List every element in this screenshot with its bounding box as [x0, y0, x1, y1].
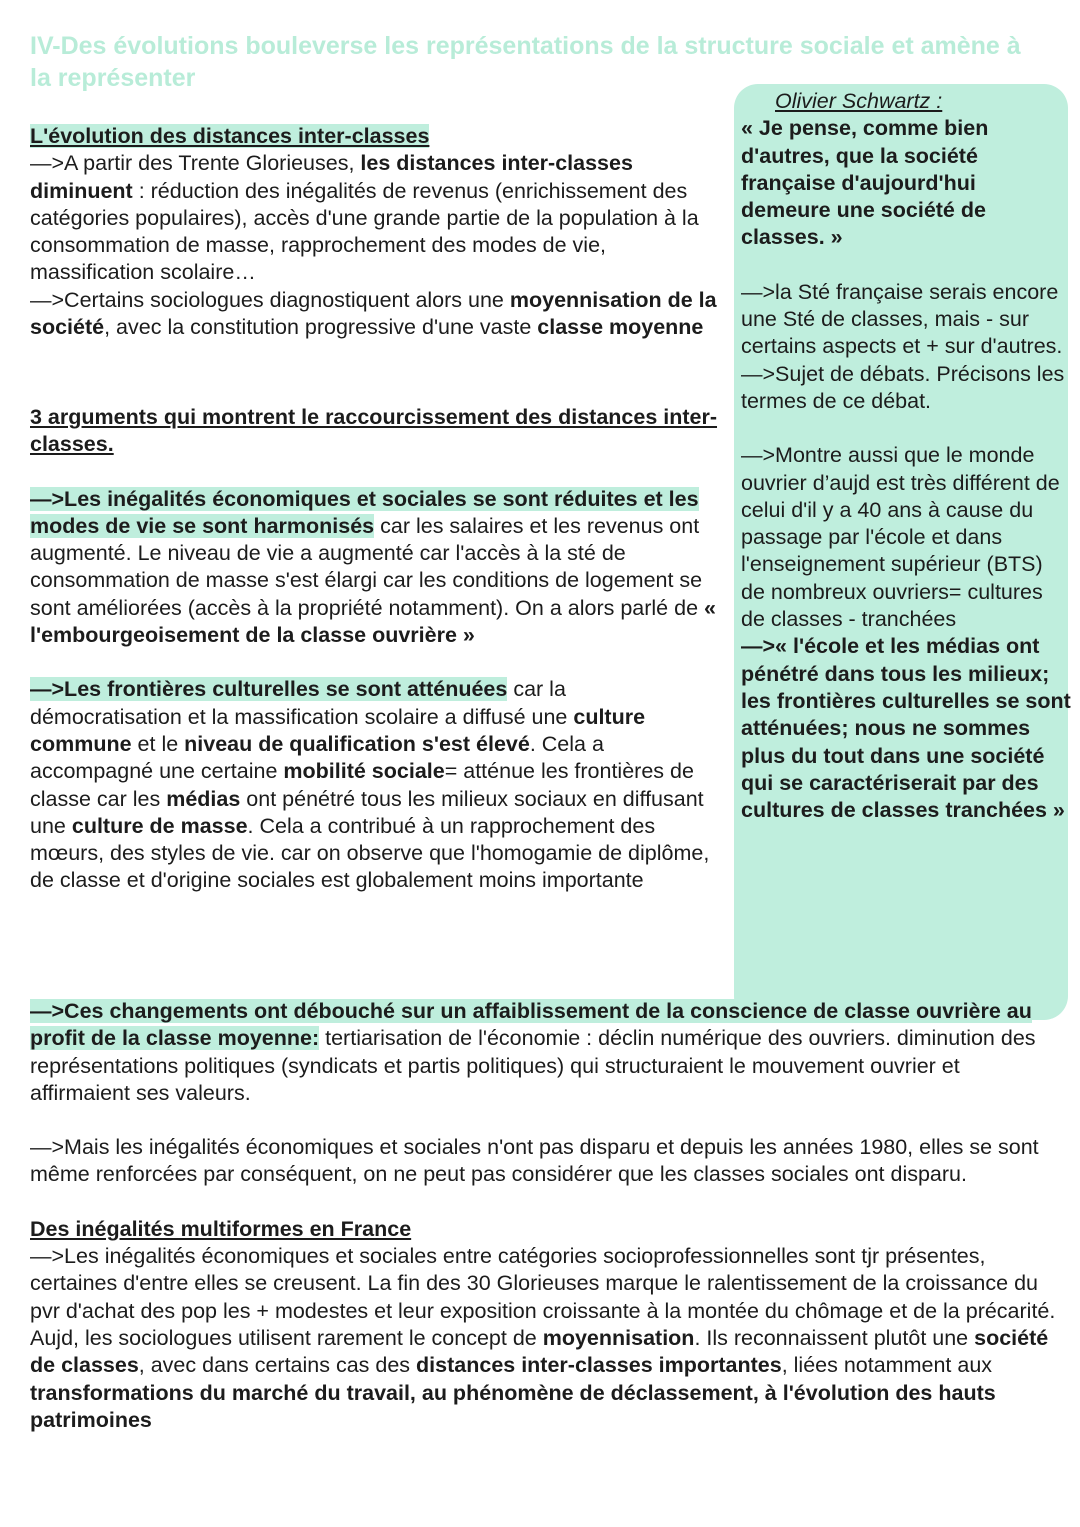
section-distances	[30, 123, 720, 341]
section-consequences	[30, 998, 1060, 1434]
paragraph: —>Certains sociologues diagnostiquent alors une moyennisation de la société, avec la constitution progressive d'une vaste classe moyenne	[30, 287, 717, 340]
section-heading: Des inégalités multiformes en France	[30, 1216, 412, 1241]
quote-author: Olivier Schwartz :	[775, 89, 943, 113]
argument-3: —>Ces changements ont débouché sur un affaiblissement de la conscience de classe ouvrière au profit de la classe moyenne: tertiarisation de l'économie : déclin numérique des ouvriers. diminution des représentations politiques (syndicats et partis politiques) qui structuraient le mouvement ouvrier et affirmaient ses valeurs.	[30, 999, 1036, 1105]
paragraph-multiform: —>Les inégalités économiques et sociales entre catégories socioprofessionnelles sont tjr présentes, certaines d'entre elles se creusent. La fin des 30 Glorieuses marque le ralentissement de la croissance du pvr d'achat des pop les + modestes et leur exposition croissante à la montée du chômage et de la précarité. Aujd, les sociologues utilisent rarement le concept de moyennisation. Ils reconnaissent plutôt une société de classes, avec dans certains cas des distances inter-classes importantes, liées notamment aux transformations du marché du travail, au phénomène de déclassement, à l'évolution des hauts patrimoines	[30, 1244, 1056, 1432]
paragraph-inequalities-persist: —>Mais les inégalités économiques et sociales n'ont pas disparu et depuis les années 1980, elles se sont même renforcées par conséquent, on ne peut pas considérer que les classes sociales ont disparu.	[30, 1135, 1039, 1187]
argument-2: —>Les frontières culturelles se sont atténuées car la démocratisation et la massification scolaire a diffusé une culture commune et le niveau de qualification s'est élevé. Cela a accompagné une certaine mobilité sociale= atténue les frontières de classe car les médias ont pénétré tous les milieux sociaux en diffusant une culture de masse. Cela a contribué à un rapprochement des mœurs, des styles de vie. car on observe que l'homogamie de diplôme, de classe et d'origine sociales est globalement moins importante	[30, 677, 710, 893]
argument-1: —>Les inégalités économiques et sociales se sont réduites et les modes de vie se sont harmonisés car les salaires et les revenus ont augmenté. Le niveau de vie a augmenté car l'accès à la sté de consommation de masse s'est élargi car les conditions de logement se sont améliorées (accès à la propriété notamment). On a alors parlé de « l'embourgeoisement de la classe ouvrière »	[30, 486, 716, 648]
section-heading: 3 arguments qui montrent le raccourcissement des distances inter-classes.	[30, 405, 718, 457]
section-arguments	[30, 404, 720, 895]
sidebar-note-2: —>Sujet de débats. Précisons les termes de ce débat.	[741, 361, 1065, 413]
page-title: IV-Des évolutions bouleverse les représentations de la structure sociale et amène à la représenter	[30, 32, 1021, 92]
section-heading: L'évolution des distances inter-classes	[30, 124, 430, 148]
paragraph: —>A partir des Trente Glorieuses, les distances inter-classes diminuent : réduction des inégalités de revenus (enrichissement des catégories populaires), accès d'une grande partie de la population à la consommation de masse, rapprochement des modes de vie, massification scolaire…	[30, 151, 699, 285]
quote-text: « Je pense, comme bien d'autres, que la société française d'aujourd'hui demeure une société de classes. »	[741, 116, 989, 250]
sidebar-note-3: —>Montre aussi que le monde ouvrier d’aujd est très différent de celui d'il y a 40 ans à cause du passage par l'école et dans l'enseignement supérieur (BTS) de nombreux ouvriers= cultures de classes - tranchées	[741, 443, 1060, 632]
sidebar-note-1: —>la Sté française serais encore une Sté de classes, mais - sur certains aspects et + sur d'autres.	[741, 279, 1063, 359]
sidebar-note-4: —>« l'école et les médias ont pénétré dans tous les milieux; les frontières culturelles se sont atténuées; nous ne sommes plus du tout dans une société qui se caractériserait par des cultures de classes tranchées »	[741, 634, 1071, 823]
quote-box-text	[741, 88, 1071, 824]
